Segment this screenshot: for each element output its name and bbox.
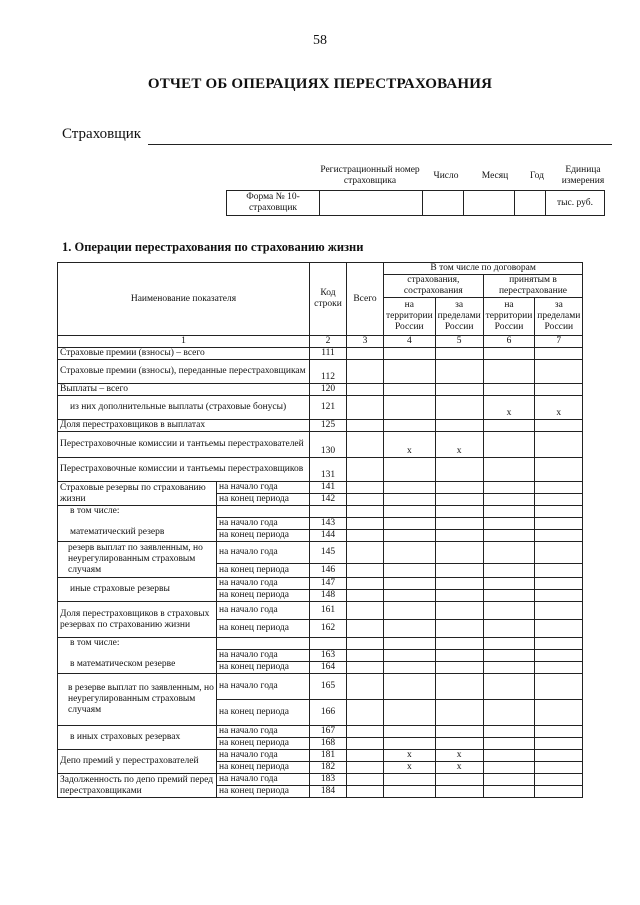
row-code: 168 [310, 738, 347, 750]
header-code: Код строки [310, 263, 347, 336]
row-code: 164 [310, 662, 347, 674]
row-label: Перестраховочные комиссии и тантьемы перестраховщиков [58, 458, 310, 482]
reg-number-header: Регистрационный номер страховщика [320, 165, 420, 186]
row-code: 111 [310, 348, 347, 360]
math-reserve-label: математический резерв [70, 527, 165, 537]
row-code: 142 [310, 494, 347, 506]
row-code: 183 [310, 774, 347, 786]
unit-header: Единица измерения [561, 165, 605, 186]
col-num-5: 5 [435, 336, 483, 348]
period-label: на конец периода [217, 494, 310, 506]
row-code: 130 [310, 432, 347, 458]
reg-number-cell[interactable] [320, 191, 423, 216]
row-label: резерв выплат по заявленным, но неурегулированным страховым случаям [58, 542, 217, 578]
insurer-field[interactable] [148, 144, 612, 145]
period-label: на начало года [217, 674, 310, 700]
period-label: на конец периода [217, 662, 310, 674]
row-code: 182 [310, 762, 347, 774]
row-code: 147 [310, 578, 347, 590]
col-num-7: 7 [535, 336, 583, 348]
na-mark: х [483, 396, 535, 420]
table-row [58, 384, 583, 396]
period-label: на начало года [217, 542, 310, 564]
row-code: 146 [310, 564, 347, 578]
month-cell[interactable] [464, 191, 515, 216]
period-label: на конец периода [217, 738, 310, 750]
period-label: на начало года [217, 578, 310, 590]
row-code: 181 [310, 750, 347, 762]
na-mark: х [384, 750, 436, 762]
row-code: 148 [310, 590, 347, 602]
header-name: Наименование показателя [58, 263, 310, 336]
row-code: 112 [310, 360, 347, 384]
period-label: на конец периода [217, 700, 310, 726]
header-ceded: страхования, сострахования [384, 275, 484, 298]
period-label: на конец периода [217, 564, 310, 578]
row-label: в резерве выплат по заявленным, но неурегулированным страховым случаям [58, 674, 217, 726]
header-in-russia-accepted: на территории России [483, 298, 535, 336]
col-num-3: 3 [347, 336, 384, 348]
row-label: Депо премий у перестрахователей [58, 750, 217, 774]
unit-cell: тыс. руб. [546, 191, 605, 216]
row-code: 143 [310, 518, 347, 530]
row-label: из них дополнительные выплаты (страховые бонусы) [58, 396, 310, 420]
table-row [58, 506, 583, 518]
period-label: на начало года [217, 482, 310, 494]
na-mark: х [435, 762, 483, 774]
day-cell[interactable] [423, 191, 464, 216]
row-code: 184 [310, 786, 347, 798]
year-header: Год [530, 171, 544, 181]
row-code: 165 [310, 674, 347, 700]
row-code: 161 [310, 602, 347, 620]
row-label: Перестраховочные комиссии и тантьемы перестрахователей [58, 432, 310, 458]
page-number: 58 [313, 33, 327, 48]
incl-label: в том числе: [70, 506, 120, 516]
row-code: 121 [310, 396, 347, 420]
row-code: 162 [310, 620, 347, 638]
table-row [58, 458, 583, 482]
col-num-4: 4 [384, 336, 436, 348]
reinsurance-table [57, 262, 583, 798]
row-label: в иных страховых резервах [58, 726, 217, 750]
period-label: на начало года [217, 750, 310, 762]
row-code: 145 [310, 542, 347, 564]
math-reserve-share-label: в математическом резерве [70, 659, 176, 669]
table-row [58, 432, 583, 458]
row-label [58, 506, 217, 542]
header-including: В том числе по договорам [384, 263, 583, 275]
table-row [58, 750, 583, 762]
row-code: 141 [310, 482, 347, 494]
year-cell[interactable] [515, 191, 546, 216]
period-label: на начало года [217, 774, 310, 786]
table-row [58, 482, 583, 494]
form-label: Форма № 10-страховщик [227, 191, 320, 216]
period-label: на начало года [217, 602, 310, 620]
row-code: 163 [310, 650, 347, 662]
row-code: 131 [310, 458, 347, 482]
header-total: Всего [347, 263, 384, 336]
row-label [58, 638, 217, 674]
row-label: Доля перестраховщиков в выплатах [58, 420, 310, 432]
table-row [58, 396, 583, 420]
form-id-table [226, 190, 605, 216]
period-label: на начало года [217, 650, 310, 662]
insurer-label: Страховщик [62, 126, 142, 142]
section-title: 1. Операции перестрахования по страхованию жизни [62, 240, 364, 254]
day-header: Число [433, 171, 459, 181]
period-label: на конец периода [217, 762, 310, 774]
table-row [58, 420, 583, 432]
row-code: 120 [310, 384, 347, 396]
row-label: Страховые резервы по страхованию жизни [58, 482, 217, 506]
na-mark: х [384, 762, 436, 774]
header-outside-ceded: за пределами России [435, 298, 483, 336]
row-label: Доля перестраховщиков в страховых резервах по страхованию жизни [58, 602, 217, 638]
period-label: на конец периода [217, 590, 310, 602]
row-code: 144 [310, 530, 347, 542]
table-row [58, 726, 583, 738]
incl-label: в том числе: [70, 638, 120, 648]
table-row [58, 360, 583, 384]
period-label: на конец периода [217, 620, 310, 638]
table-row [58, 774, 583, 786]
row-label: Страховые премии (взносы), переданные перестраховщикам [58, 360, 310, 384]
table-row [58, 578, 583, 590]
row-code: 166 [310, 700, 347, 726]
month-header: Месяц [481, 171, 509, 181]
col-num-2: 2 [310, 336, 347, 348]
na-mark: х [384, 432, 436, 458]
row-code: 167 [310, 726, 347, 738]
row-label: Страховые премии (взносы) – всего [58, 348, 310, 360]
row-label: Выплаты – всего [58, 384, 310, 396]
period-label: на конец периода [217, 786, 310, 798]
row-code: 125 [310, 420, 347, 432]
table-row [58, 602, 583, 620]
col-num-1: 1 [58, 336, 310, 348]
report-title: ОТЧЕТ ОБ ОПЕРАЦИЯХ ПЕРЕСТРАХОВАНИЯ [147, 76, 493, 92]
col-num-6: 6 [483, 336, 535, 348]
na-mark: х [435, 750, 483, 762]
table-row [58, 638, 583, 650]
header-in-russia-ceded: на территории России [384, 298, 436, 336]
table-row [58, 674, 583, 700]
na-mark: х [535, 396, 583, 420]
period-label: на начало года [217, 726, 310, 738]
na-mark: х [435, 432, 483, 458]
header-outside-accepted: за пределами России [535, 298, 583, 336]
period-label: на начало года [217, 518, 310, 530]
period-label: на конец периода [217, 530, 310, 542]
row-label: Задолженность по депо премий перед перестраховщиками [58, 774, 217, 798]
table-row [58, 348, 583, 360]
table-row [58, 542, 583, 564]
row-label: иные страховые резервы [58, 578, 217, 602]
header-accepted: принятым в перестрахование [483, 275, 583, 298]
